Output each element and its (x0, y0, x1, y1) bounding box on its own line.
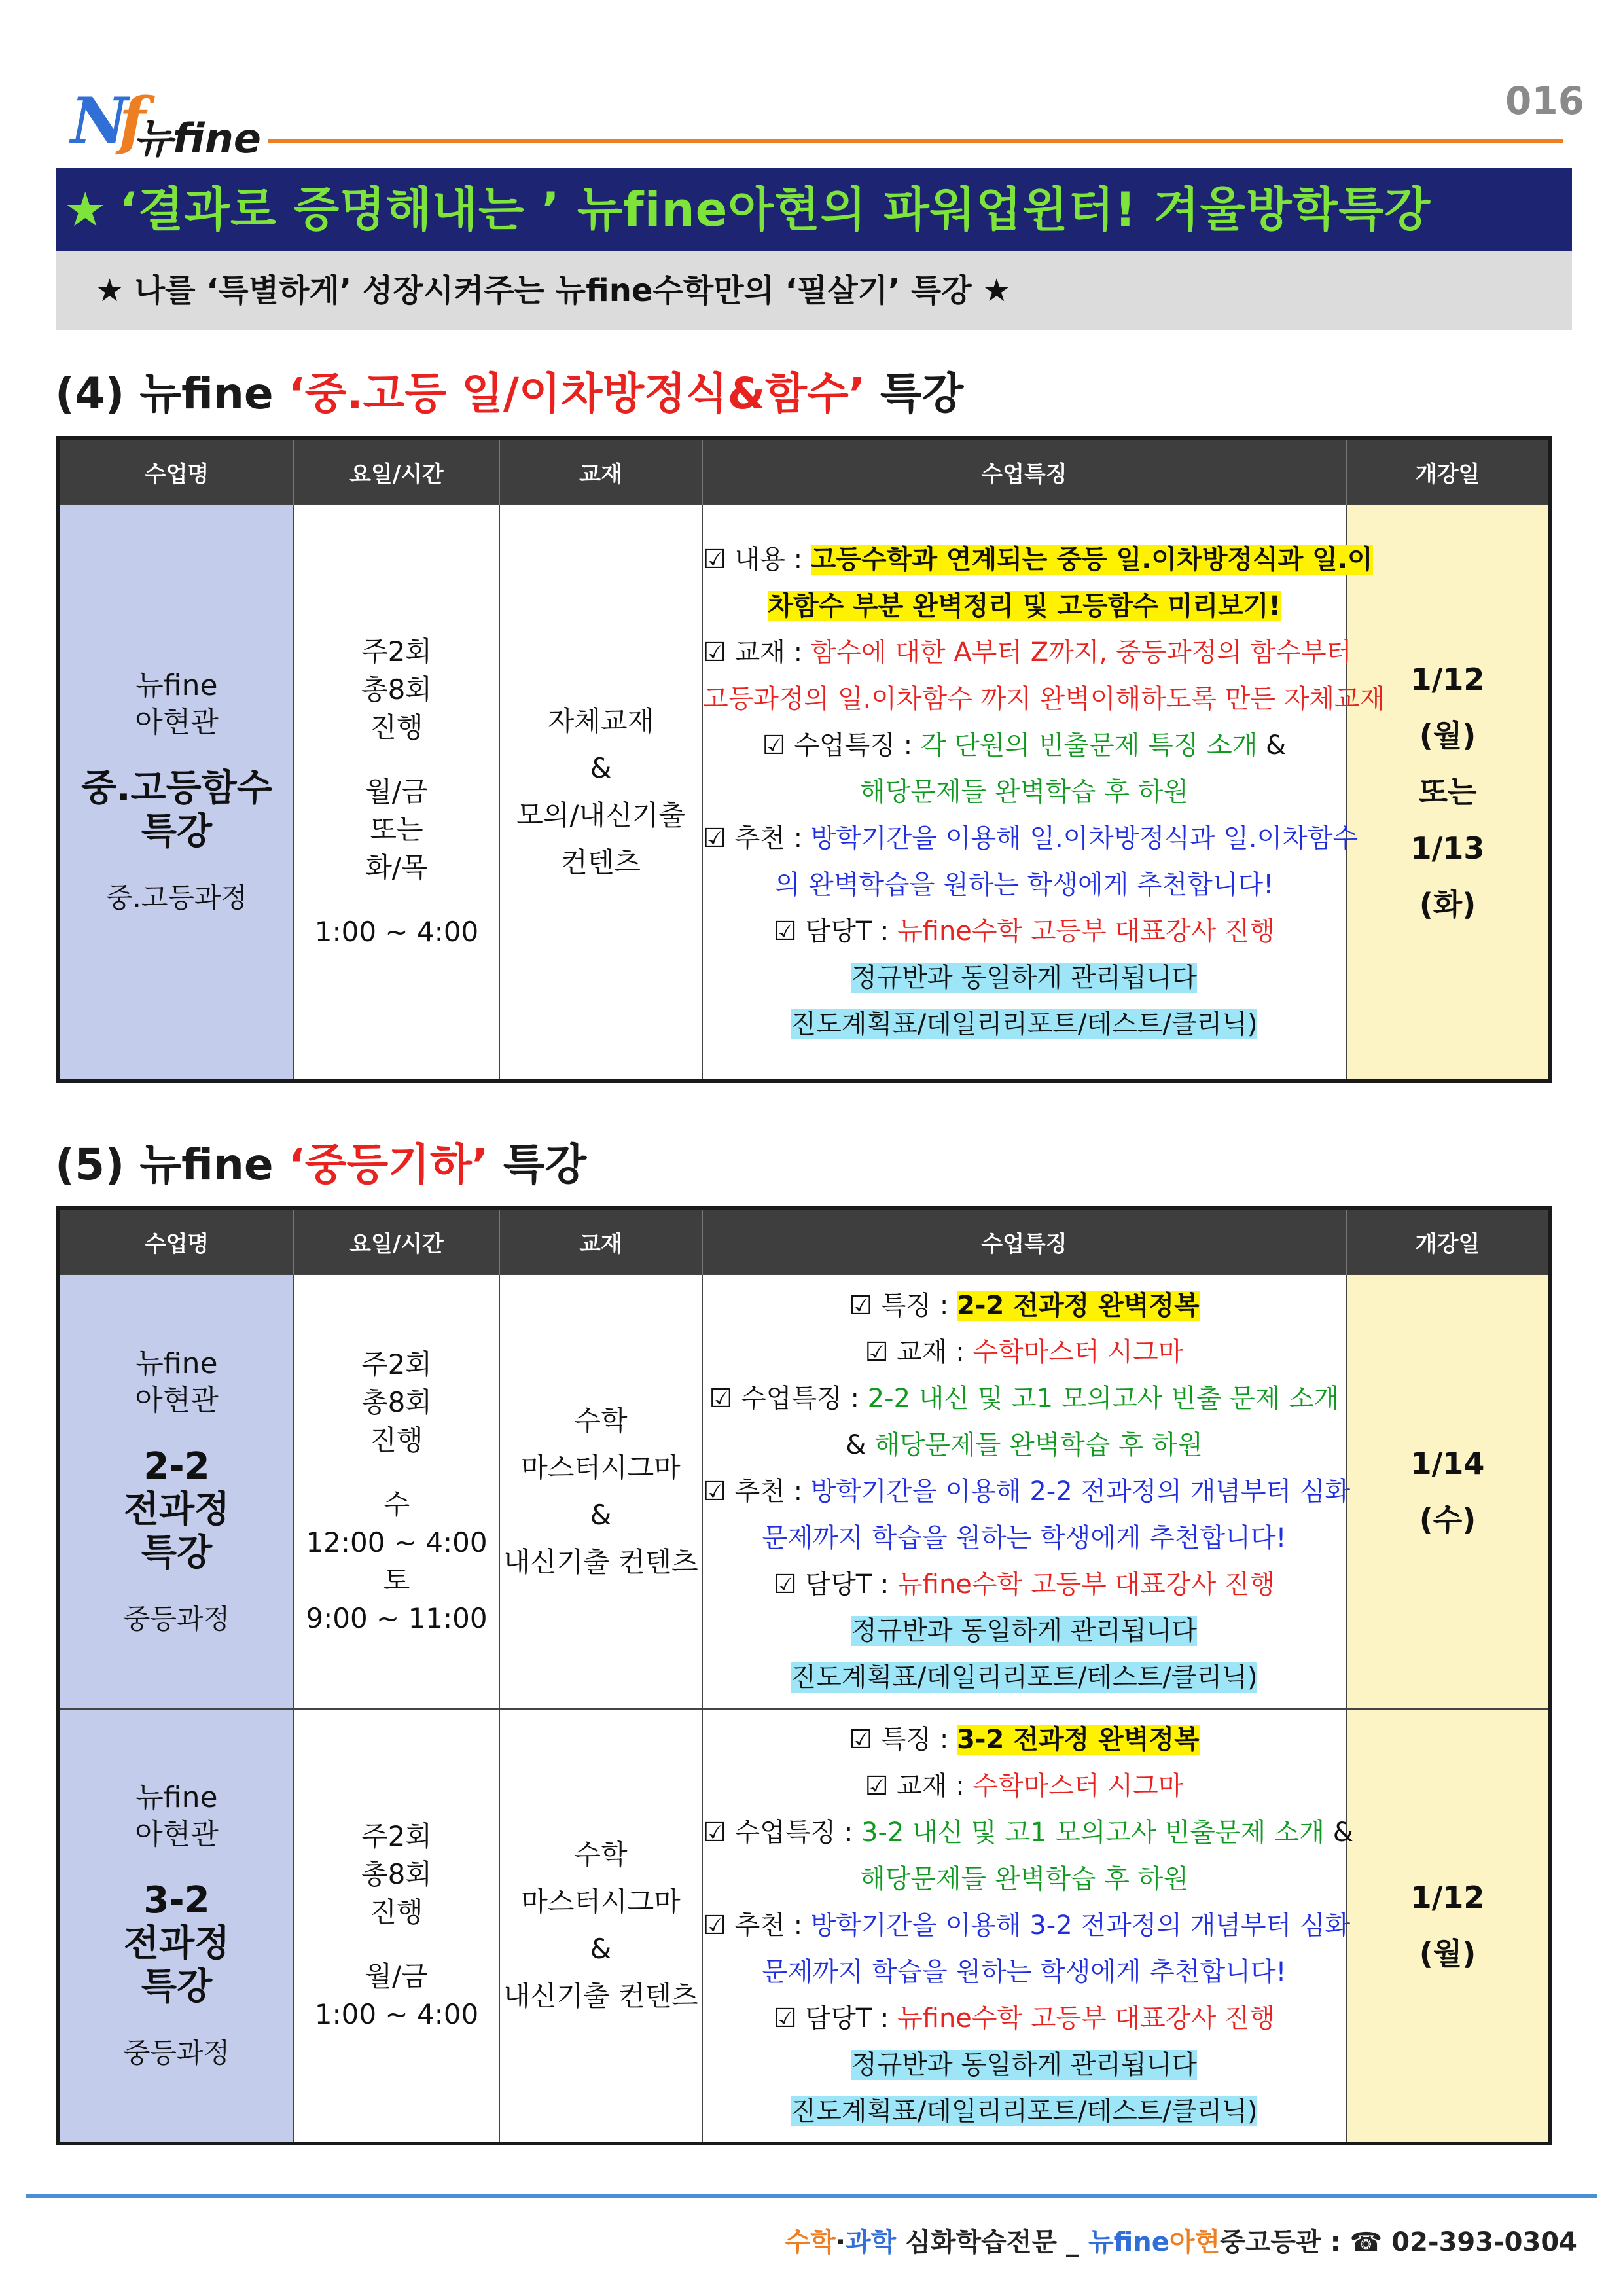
table-row (58, 1709, 1550, 2144)
col-header-open-date: 개강일 (1346, 438, 1550, 505)
title-banner (56, 168, 1572, 251)
col-header-features: 수업특징 (702, 1208, 1346, 1274)
features-cell: ☑ 특징 : 2-2 전과정 완벽정복 ☑ 교재 : 수학마스터 시그마 ☑ 수업특징 : 2-2 내신 및 고1 모의고사 빈출 문제 소개 & 해당문제들 완벽학습 후 하원 ☑ 추천 : 방학기간을 이용해 2-2 전과정의 개념부터 심화 문제까지 학습을 원하는 학생에게 추천합니다! ☑ 담당T : 뉴fine수학 고등부 대표강사 진행 정규반과 동일하게 관리됩니다 진도계획표/데일리리포트/테스트/클리닉) (702, 1274, 1346, 1709)
textbook-cell: 수학 마스터시그마 & 내신기출 컨텐츠 (499, 1709, 702, 2144)
section-5-title: (5) 뉴fine ‘중등기하’ 특강 (55, 1139, 587, 1190)
col-header-class-name: 수업명 (58, 1208, 294, 1274)
footer-divider (26, 2194, 1597, 2198)
col-header-features: 수업특징 (702, 438, 1346, 505)
schedule-cell: 주2회 총8회 진행 월/금 또는 화/목 1:00 ~ 4:00 (294, 505, 499, 1081)
logo-mark: Nf (71, 84, 137, 158)
footer-contact: 수학·과학 심화학습전문 _ 뉴fine아현중고등관 : ☎ 02-393-0304 (785, 2227, 1577, 2257)
class-name-cell: 뉴fine 아현관 3-2 전과정 특강 중등과정 (58, 1709, 294, 2144)
phone-number: 02-393-0304 (1382, 2227, 1577, 2257)
table-header-row (58, 438, 1550, 505)
brand-logo (71, 77, 267, 162)
table-row (58, 1274, 1550, 1709)
col-header-class-name: 수업명 (58, 438, 294, 505)
logo-text: 뉴fine (134, 115, 261, 162)
features-cell: ☑ 내용 : 고등수학과 연계되는 중등 일.이차방정식과 일.이 차함수 부분 완벽정리 및 고등함수 미리보기! ☑ 교재 : 함수에 대한 A부터 Z까지, 중등과정의 함수부터 고등과정의 일.이차함수 까지 완벽이해하도록 만든 자체교재 ☑ 수업특징 : 각 단원의 빈출문제 특징 소개 & 해당문제들 완벽학습 후 하원 ☑ 추천 : 방학기간을 이용해 일.이차방정식과 일.이차함수 의 완벽학습을 원하는 학생에게 추천합니다! ☑ 담당T : 뉴fine수학 고등부 대표강사 진행 정규반과 동일하게 관리됩니다 진도계획표/데일리리포트/테스트/클리닉) (702, 505, 1346, 1081)
open-date-cell: 1/14 (수) (1346, 1274, 1550, 1709)
page-number: 016 (1505, 79, 1585, 123)
star-icon: ★ (64, 182, 107, 237)
col-header-open-date: 개강일 (1346, 1208, 1550, 1274)
schedule-cell: 주2회 총8회 진행 월/금 1:00 ~ 4:00 (294, 1709, 499, 2144)
phone-icon: ☎ (1349, 2227, 1383, 2257)
schedule-cell: 주2회 총8회 진행 수 12:00 ~ 4:00 토 9:00 ~ 11:00 (294, 1274, 499, 1709)
banner-title: ‘결과로 증명해내는 ’ 뉴fine아현의 파워업윈터! 겨울방학특강 (119, 182, 1431, 237)
table-header-row (58, 1208, 1550, 1274)
class-name-cell: 뉴fine 아현관 중.고등함수 특강 중.고등과정 (58, 505, 294, 1081)
features-cell: ☑ 특징 : 3-2 전과정 완벽정복 ☑ 교재 : 수학마스터 시그마 ☑ 수업특징 : 3-2 내신 및 고1 모의고사 빈출문제 소개 & 해당문제들 완벽학습 후 하원 ☑ 추천 : 방학기간을 이용해 3-2 전과정의 개념부터 심화 문제까지 학습을 원하는 학생에게 추천합니다! ☑ 담당T : 뉴fine수학 고등부 대표강사 진행 정규반과 동일하게 관리됩니다 진도계획표/데일리리포트/테스트/클리닉) (702, 1709, 1346, 2144)
col-header-schedule: 요일/시간 (294, 438, 499, 505)
table-row (58, 505, 1550, 1081)
header-divider (268, 139, 1563, 143)
banner-subtitle: ★ 나를 ‘특별하게’ 성장시켜주는 뉴fine수학만의 ‘필살기’ 특강 ★ (96, 272, 1011, 309)
section-5-table (56, 1206, 1552, 2145)
col-header-schedule: 요일/시간 (294, 1208, 499, 1274)
col-header-textbook: 교재 (499, 1208, 702, 1274)
textbook-cell: 수학 마스터시그마 & 내신기출 컨텐츠 (499, 1274, 702, 1709)
subtitle-banner (56, 251, 1572, 330)
col-header-textbook: 교재 (499, 438, 702, 505)
open-date-cell: 1/12 (월) 또는 1/13 (화) (1346, 505, 1550, 1081)
section-4-title: (4) 뉴fine ‘중.고등 일/이차방정식&함수’ 특강 (55, 368, 964, 419)
section-4-table (56, 436, 1552, 1083)
open-date-cell: 1/12 (월) (1346, 1709, 1550, 2144)
class-name-cell: 뉴fine 아현관 2-2 전과정 특강 중등과정 (58, 1274, 294, 1709)
textbook-cell: 자체교재 & 모의/내신기출 컨텐츠 (499, 505, 702, 1081)
